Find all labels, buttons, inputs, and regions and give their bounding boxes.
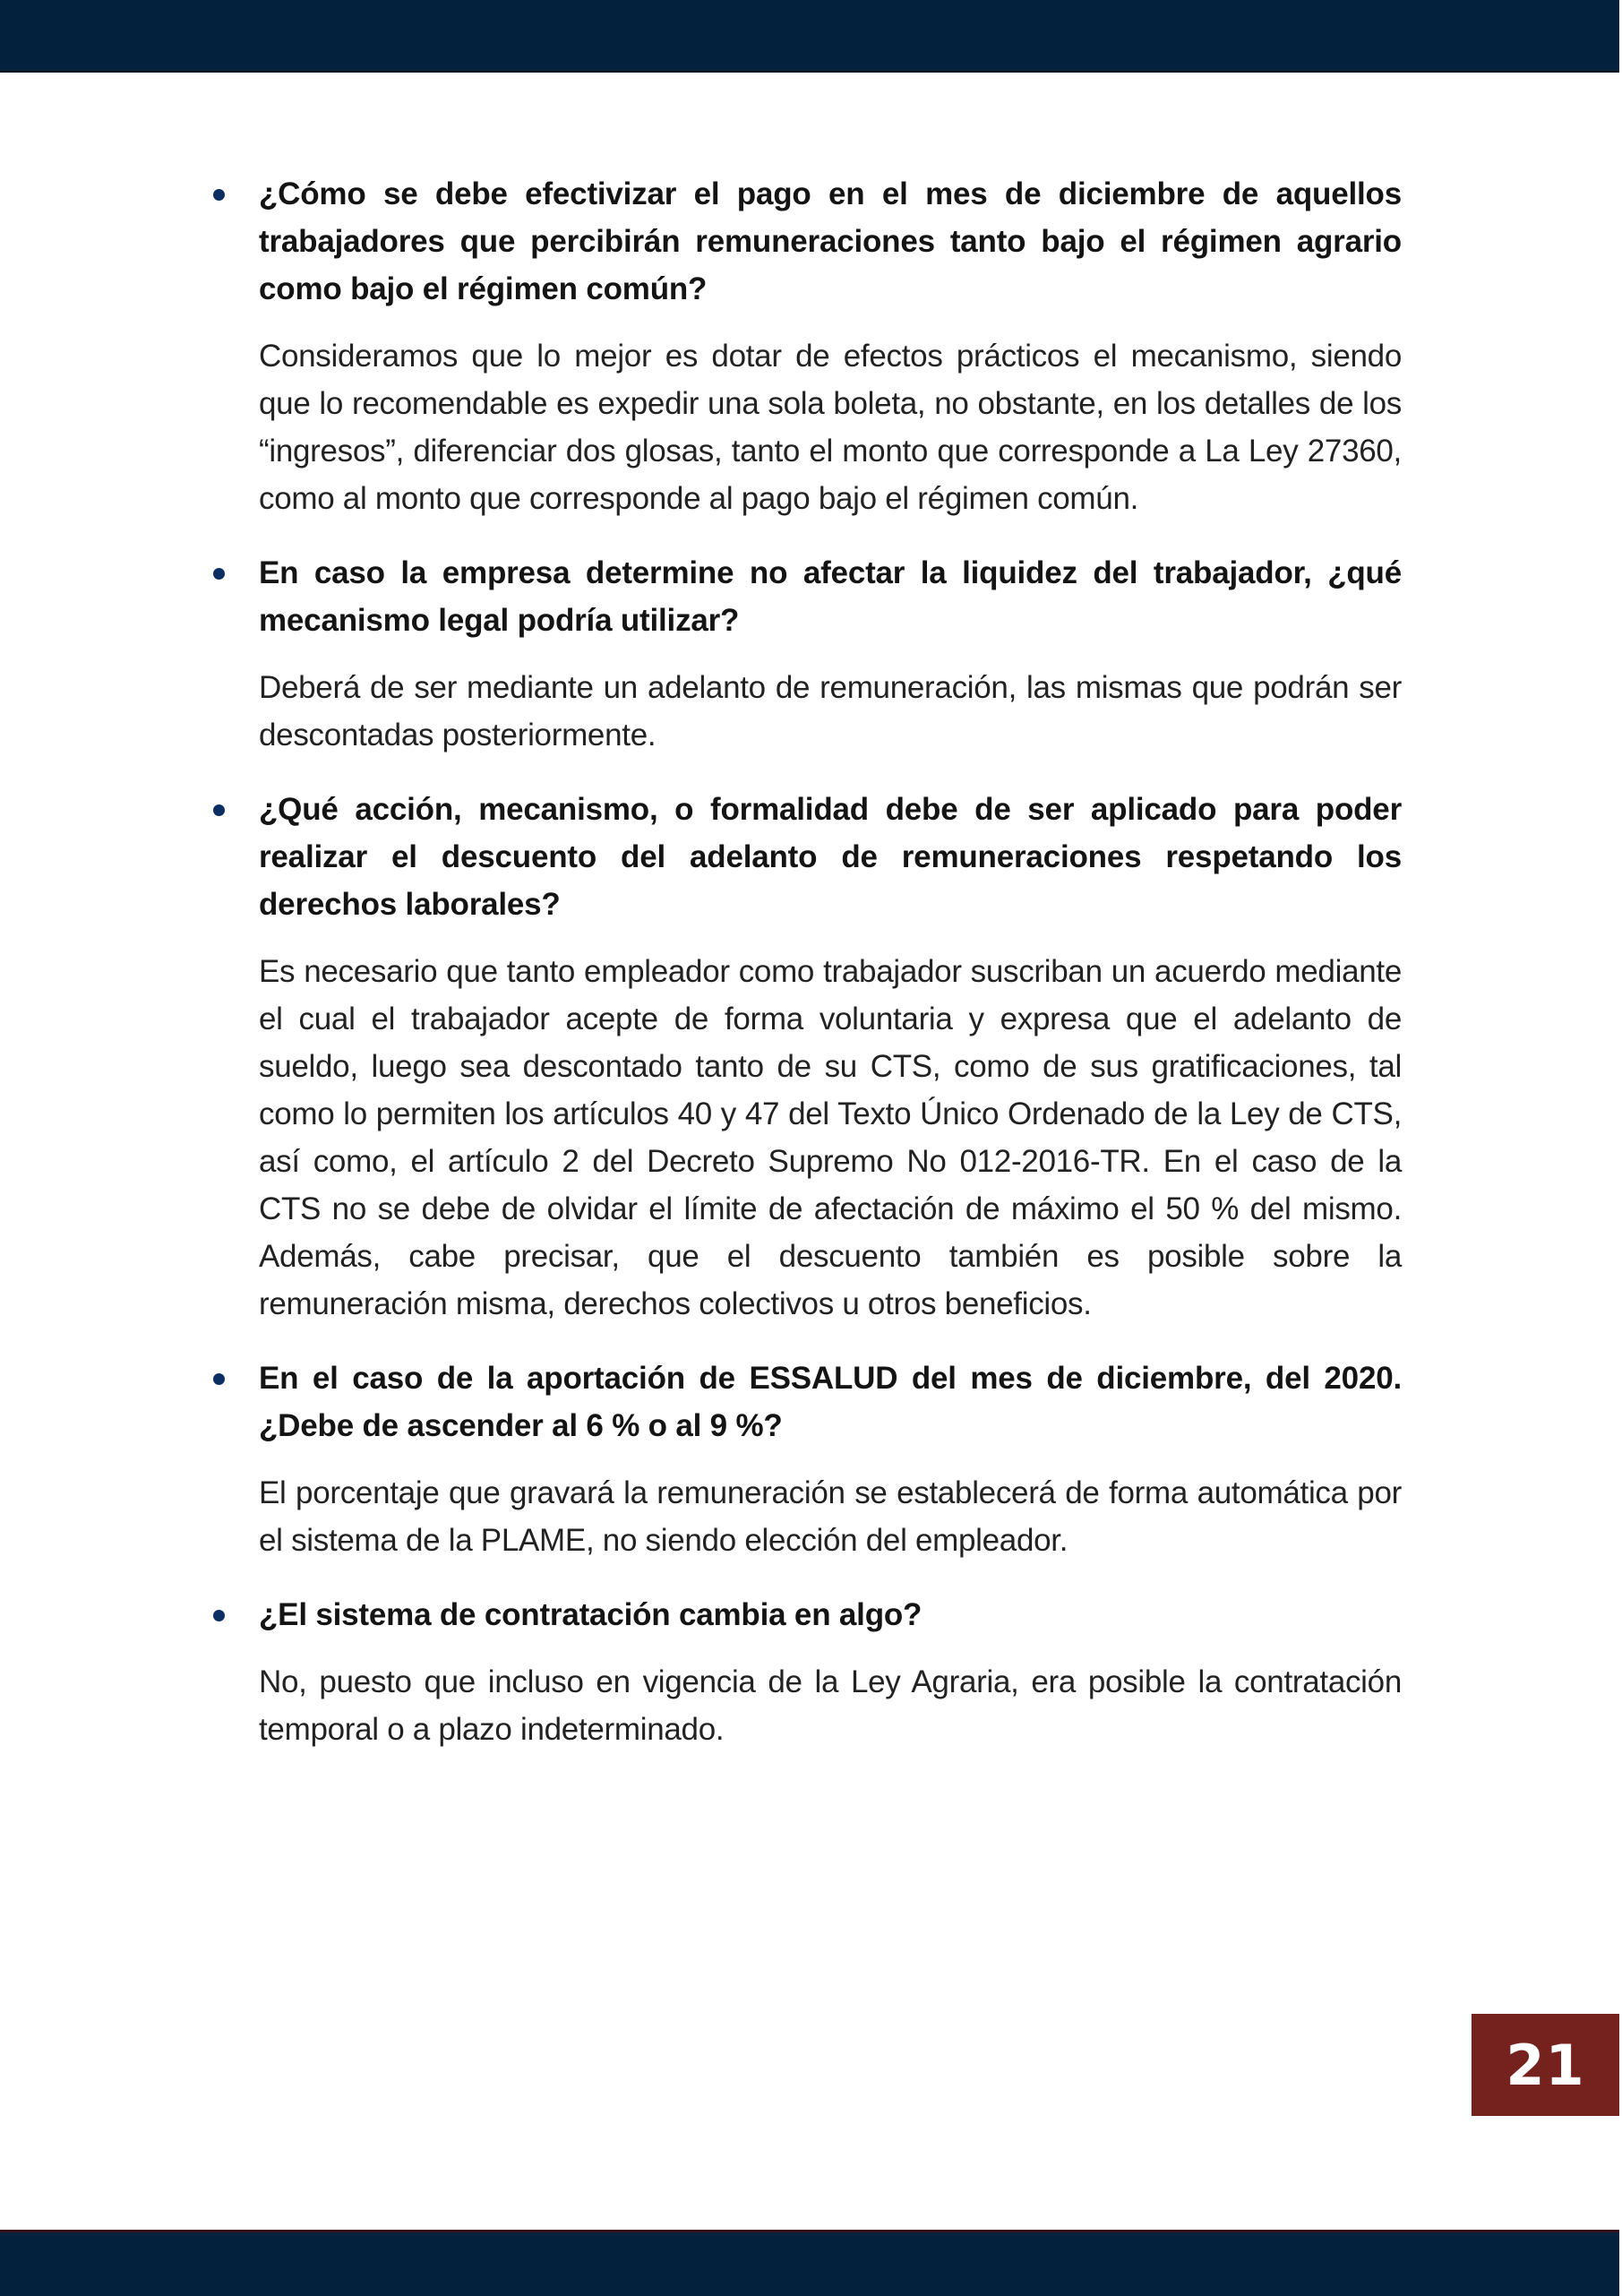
- bullet-icon: [213, 1373, 225, 1385]
- footer-band: [0, 2230, 1619, 2296]
- question-text: En el caso de la aportación de ESSALUD del mes de diciembre, del 2020. ¿Debe de ascender al 6 % o al 9 %?: [259, 1361, 1402, 1443]
- question-text: ¿El sistema de contratación cambia en algo?: [259, 1597, 923, 1632]
- qa-item: [259, 1591, 1402, 1753]
- answer-text: Es necesario que tanto empleador como trabajador suscriban un acuerdo mediante el cual el trabajador acepte de forma voluntaria y expresa que el adelanto de sueldo, luego sea descontado tanto de su CTS, como de sus gratificaciones, tal como lo permiten los artículos 40 y 47 del Texto Único Ordenado de la Ley de CTS, así como, el artículo 2 del Decreto Supremo No 012-2016-TR. En el caso de la CTS no se debe de olvidar el límite de afectación de máximo el 50 % del mismo. Además, cabe precisar, que el descuento también es posible sobre la remuneración misma, derechos colectivos u otros beneficios.: [259, 954, 1402, 1321]
- question-text: En caso la empresa determine no afectar la liquidez del trabajador, ¿qué mecanismo legal podría utilizar?: [259, 555, 1402, 638]
- question-text: ¿Qué acción, mecanismo, o formalidad debe de ser aplicado para poder realizar el descuento del adelanto de remuneraciones respetando los derechos laborales?: [259, 792, 1402, 922]
- question-text: ¿Cómo se debe efectivizar el pago en el mes de diciembre de aquellos trabajadores que percibirán remuneraciones tanto bajo el régimen agrario como bajo el régimen común?: [259, 176, 1402, 306]
- answer-text: No, puesto que incluso en vigencia de la Ley Agraria, era posible la contratación temporal o a plazo indeterminado.: [259, 1664, 1402, 1747]
- qa-list: [259, 170, 1402, 1780]
- qa-item: [259, 786, 1402, 1328]
- qa-item: [259, 170, 1402, 522]
- bullet-icon: [213, 568, 225, 580]
- bullet-icon: [213, 1610, 225, 1621]
- qa-item: [259, 549, 1402, 759]
- answer-text: El porcentaje que gravará la remuneración se establecerá de forma automática por el sistema de la PLAME, no siendo elección del empleador.: [259, 1475, 1402, 1558]
- bullet-icon: [213, 804, 225, 816]
- answer-text: Consideramos que lo mejor es dotar de efectos prácticos el mecanismo, siendo que lo recomendable es expedir una sola boleta, no obstante, en los detalles de los “ingresos”, diferenciar dos glosas, tanto el monto que corresponde a La Ley 27360, como al monto que corresponde al pago bajo el régimen común.: [259, 339, 1402, 516]
- answer-text: Deberá de ser mediante un adelanto de remuneración, las mismas que podrán ser descontadas posteriormente.: [259, 670, 1402, 752]
- qa-item: [259, 1354, 1402, 1564]
- page-number: 21: [1472, 2014, 1619, 2116]
- bullet-icon: [213, 189, 225, 201]
- header-band: [0, 0, 1619, 73]
